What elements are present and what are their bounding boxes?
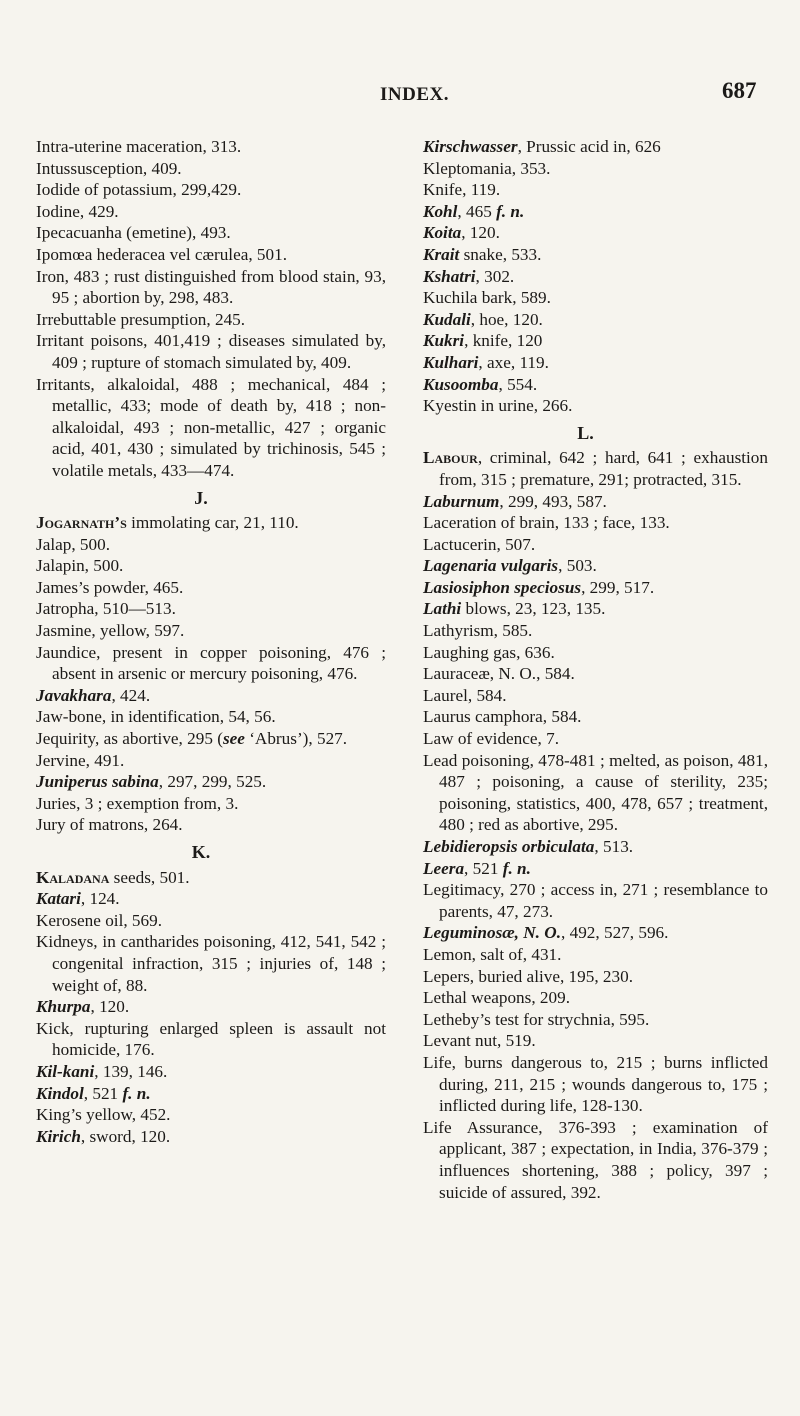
index-entry (423, 309, 768, 331)
entry-text: f. n. (122, 1083, 151, 1103)
index-entry (36, 793, 386, 815)
entry-text: Lepers, buried alive, 195, 230. (423, 966, 634, 986)
index-entry (423, 663, 768, 685)
page-number: 687 (722, 78, 757, 103)
entry-text: Kohl (423, 201, 458, 221)
entry-text: Khurpa (36, 997, 91, 1017)
index-entry (423, 858, 768, 880)
entry-text: , 299, 493, 587. (499, 491, 607, 511)
entry-text: K. (191, 842, 211, 862)
entry-text: snake, 533. (459, 244, 542, 264)
index-entry (36, 706, 386, 728)
index-entry (36, 620, 386, 642)
entry-text: Iodine, 429. (36, 201, 119, 221)
index-entry (423, 534, 768, 556)
index-entry (423, 1052, 768, 1117)
entry-text: Javakhara (36, 685, 112, 705)
entry-text: Jequirity, as abortive, 295 ( (36, 729, 223, 749)
entry-text: Krait (423, 244, 460, 264)
entry-text: Lemon, salt of, 431. (423, 944, 562, 964)
entry-text: Jervine, 491. (36, 750, 125, 770)
entry-text: Lebidieropsis orbiculata (423, 837, 595, 856)
index-entry (423, 987, 768, 1009)
index-entry (423, 1030, 768, 1052)
entry-text: Kil-kani (36, 1061, 95, 1081)
entry-text: Lathyrism, 585. (423, 621, 533, 641)
entry-text: Legitimacy, 270 ; access in, 271 ; resemblance to parents, 47, 273. (423, 880, 768, 921)
entry-text: Iodide of potassium, 299,429. (36, 180, 242, 200)
entry-text: Laurel, 584. (423, 685, 507, 705)
section-letter (36, 842, 386, 864)
index-entry (36, 374, 386, 482)
entry-text: , 139, 146. (94, 1061, 168, 1081)
entry-text: Kidneys, in cantharides poisoning, 412, 541, 542 ; congenital infraction, 315 ; injuries of, 148 ; weight of, 88. (36, 932, 386, 995)
entry-text: , criminal, 642 ; hard, 641 ; exhaustion from, 315 ; premature, 291; protracted, 315. (439, 448, 768, 489)
section-letter (36, 488, 386, 510)
index-column-left (36, 136, 386, 1147)
index-entry (423, 287, 768, 309)
entry-text: Labour (423, 448, 478, 468)
entry-text: Laburnum (423, 491, 500, 511)
index-entry (423, 352, 768, 374)
index-entry (36, 244, 386, 266)
entry-text: Kerosene oil, 569. (36, 910, 163, 930)
index-entry (423, 944, 768, 966)
index-entry (423, 266, 768, 288)
entry-text: Irritant poisons, 401,419 ; diseases simulated by, 409 ; rupture of stomach simulated by, 409. (36, 331, 386, 372)
entry-text: Levant nut, 519. (423, 1031, 536, 1051)
index-entry (36, 598, 386, 620)
entry-text: Kulhari (423, 352, 479, 372)
index-entry (36, 1126, 386, 1148)
entry-text: Jatropha, 510—513. (36, 599, 176, 619)
entry-text: Juniperus sabina (36, 772, 159, 792)
index-entry (36, 512, 386, 534)
index-entry (423, 222, 768, 244)
entry-text: Leguminosæ, N. O. (423, 923, 561, 943)
entry-text: Jaw-bone, in identification, 54, 56. (36, 707, 276, 727)
entry-text: Lathi (423, 599, 462, 619)
entry-text: Intra-uterine maceration, 313. (36, 137, 242, 156)
entry-text: seeds, 501. (109, 867, 190, 887)
index-entry (423, 447, 768, 490)
entry-text: Jury of matrons, 264. (36, 815, 183, 835)
entry-text: Ipecacuanha (emetine), 493. (36, 223, 231, 243)
entry-text: Letheby’s test for strychnia, 595. (423, 1009, 650, 1029)
index-entry (36, 867, 386, 889)
entry-text: , Prussic acid in, 626 (517, 137, 661, 156)
entry-text: Kyestin in urine, 266. (423, 396, 573, 416)
entry-text: , 465 (457, 201, 497, 221)
entry-text: Kusoomba (423, 374, 499, 394)
index-entry (423, 158, 768, 180)
entry-text: Laurus camphora, 584. (423, 707, 582, 727)
entry-text: , 521 (83, 1083, 123, 1103)
entry-text: James’s powder, 465. (36, 577, 184, 597)
entry-text: Irrebuttable presumption, 245. (36, 309, 246, 329)
entry-text: Kukri (423, 331, 465, 351)
index-entry (36, 330, 386, 373)
entry-text: Intussusception, 409. (36, 158, 182, 178)
index-entry (423, 1009, 768, 1031)
entry-text: Koita (423, 223, 462, 243)
index-entry (423, 966, 768, 988)
entry-text: Jalap, 500. (36, 534, 110, 554)
index-entry (36, 996, 386, 1018)
entry-text: Kshatri (423, 266, 476, 286)
index-entry (423, 728, 768, 750)
index-entry (36, 1083, 386, 1105)
index-entry (36, 179, 386, 201)
entry-text: Law of evidence, 7. (423, 729, 560, 749)
entry-text: see (222, 729, 245, 749)
entry-text: Kleptomania, 353. (423, 158, 551, 178)
entry-text: f. n. (496, 201, 525, 221)
index-entry (423, 179, 768, 201)
index-entry (423, 244, 768, 266)
entry-text: Juries, 3 ; exemption from, 3. (36, 793, 239, 813)
entry-text: Jaundice, present in copper poisoning, 476 ; absent in arsenic or mercury poisoning, 476. (36, 642, 386, 684)
page-title: INDEX. (380, 84, 449, 105)
index-entry (36, 910, 386, 932)
entry-text: , 302. (475, 266, 515, 286)
index-entry (36, 888, 386, 910)
entry-text: f. n. (502, 858, 531, 878)
entry-text: Jalapin, 500. (36, 556, 124, 576)
index-entry (423, 374, 768, 396)
index-entry (423, 706, 768, 728)
index-entry (36, 685, 386, 707)
entry-text: Jogarnath’s (36, 513, 127, 533)
index-entry (423, 598, 768, 620)
index-entry (36, 1061, 386, 1083)
entry-text: , axe, 119. (478, 352, 549, 372)
entry-text: Knife, 119. (423, 180, 501, 200)
index-entry (423, 395, 768, 417)
section-letter (423, 423, 768, 445)
index-entry (36, 201, 386, 223)
entry-text: Lethal weapons, 209. (423, 988, 571, 1008)
index-entry (423, 750, 768, 836)
index-entry (423, 620, 768, 642)
index-entry (36, 309, 386, 331)
index-entry (423, 577, 768, 599)
entry-text: Iron, 483 ; rust distinguished from blood stain, 93, 95 ; abortion by, 298, 483. (36, 266, 386, 308)
entry-text: Kirschwasser (423, 137, 518, 156)
entry-text: Kuchila bark, 589. (423, 288, 551, 308)
entry-text: Lead poisoning, 478-481 ; melted, as poison, 481, 487 ; poisoning, a cause of sterility, 235; poisoning, statistics, 400, 478, 657 ; treatment, 480 ; red as abortive, 295. (423, 750, 768, 835)
index-entry (423, 685, 768, 707)
index-entry (36, 642, 386, 685)
index-entry (36, 1018, 386, 1061)
index-entry (423, 512, 768, 534)
entry-text: , 120. (90, 997, 130, 1017)
entry-text: , knife, 120 (464, 331, 543, 351)
index-entry (36, 750, 386, 772)
index-entry (36, 266, 386, 309)
index-entry (423, 330, 768, 352)
index-entry (36, 158, 386, 180)
entry-text: blows, 23, 123, 135. (461, 599, 606, 619)
entry-text: Jasmine, yellow, 597. (36, 621, 185, 641)
index-entry (36, 728, 386, 750)
index-entry (423, 136, 768, 158)
entry-text: , 513. (594, 837, 634, 856)
index-entry (423, 491, 768, 513)
entry-text: , 120. (461, 223, 500, 243)
index-entry (423, 555, 768, 577)
page-header (0, 78, 800, 118)
index-entry (36, 577, 386, 599)
entry-text: Lauraceæ, N. O., 584. (423, 664, 575, 684)
index-entry (423, 879, 768, 922)
entry-text: Ipomœa hederacea vel cærulea, 501. (36, 244, 288, 264)
index-entry (423, 1117, 768, 1203)
entry-text: Life Assurance, 376-393 ; examination of applicant, 387 ; expectation, in India, 376-379 ; influences shortening, 388 ; policy, 397 ; suicide of assured, 392. (423, 1117, 768, 1202)
entry-text: Kindol (36, 1083, 84, 1103)
index-entry (36, 771, 386, 793)
index-entry (36, 1104, 386, 1126)
index-entry (423, 201, 768, 223)
entry-text: , 124. (80, 889, 120, 909)
entry-text: , sword, 120. (80, 1126, 171, 1146)
entry-text: Laughing gas, 636. (423, 642, 555, 662)
entry-text: Irritants, alkaloidal, 488 ; mechanical, 484 ; metallic, 433; mode of death by, 418 ; non-alkaloidal, 493 ; non-metallic, 427 ; organic acid, 401, 430 ; simulated by trichinosis, 545 ; volatile metals, 433—474. (36, 374, 386, 480)
entry-text: , 521 (464, 858, 503, 878)
entry-text: Katari (36, 889, 81, 909)
entry-text: , 297, 299, 525. (158, 772, 267, 792)
index-column-right (423, 136, 768, 1203)
entry-text: , 554. (498, 374, 538, 394)
index-entry (36, 555, 386, 577)
entry-text: Kick, rupturing enlarged spleen is assault not homicide, 176. (36, 1018, 386, 1060)
entry-text: Lagenaria vulgaris (423, 556, 559, 576)
entry-text: Kirich (36, 1126, 81, 1146)
entry-text: , 492, 527, 596. (561, 923, 669, 943)
index-entry (423, 922, 768, 944)
entry-text: Life, burns dangerous to, 215 ; burns inflicted during, 211, 215 ; wounds dangerous to, 175 ; inflicted during life, 128-130. (423, 1052, 768, 1116)
entry-text: Kudali (423, 309, 471, 329)
entry-text: immolating car, 21, 110. (126, 513, 299, 533)
entry-text: Leera (423, 858, 465, 878)
index-entry (423, 836, 768, 858)
entry-text: , hoe, 120. (470, 309, 543, 329)
entry-text: King’s yellow, 452. (36, 1105, 171, 1125)
entry-text: , 424. (111, 685, 151, 705)
entry-text: L. (577, 422, 594, 443)
entry-text: Laceration of brain, 133 ; face, 133. (423, 513, 670, 533)
entry-text: Lasiosiphon speciosus (423, 577, 582, 597)
index-entry (36, 931, 386, 996)
index-entry (423, 642, 768, 664)
entry-text: , 503. (558, 556, 597, 576)
entry-text: Lactucerin, 507. (423, 534, 536, 554)
entry-text: J. (194, 487, 208, 508)
entry-text: ‘Abrus’), 527. (244, 729, 348, 749)
entry-text: , 299, 517. (581, 577, 655, 597)
index-entry (36, 222, 386, 244)
index-entry (36, 814, 386, 836)
entry-text: Kaladana (36, 867, 110, 887)
index-entry (36, 534, 386, 556)
index-entry (36, 136, 386, 158)
